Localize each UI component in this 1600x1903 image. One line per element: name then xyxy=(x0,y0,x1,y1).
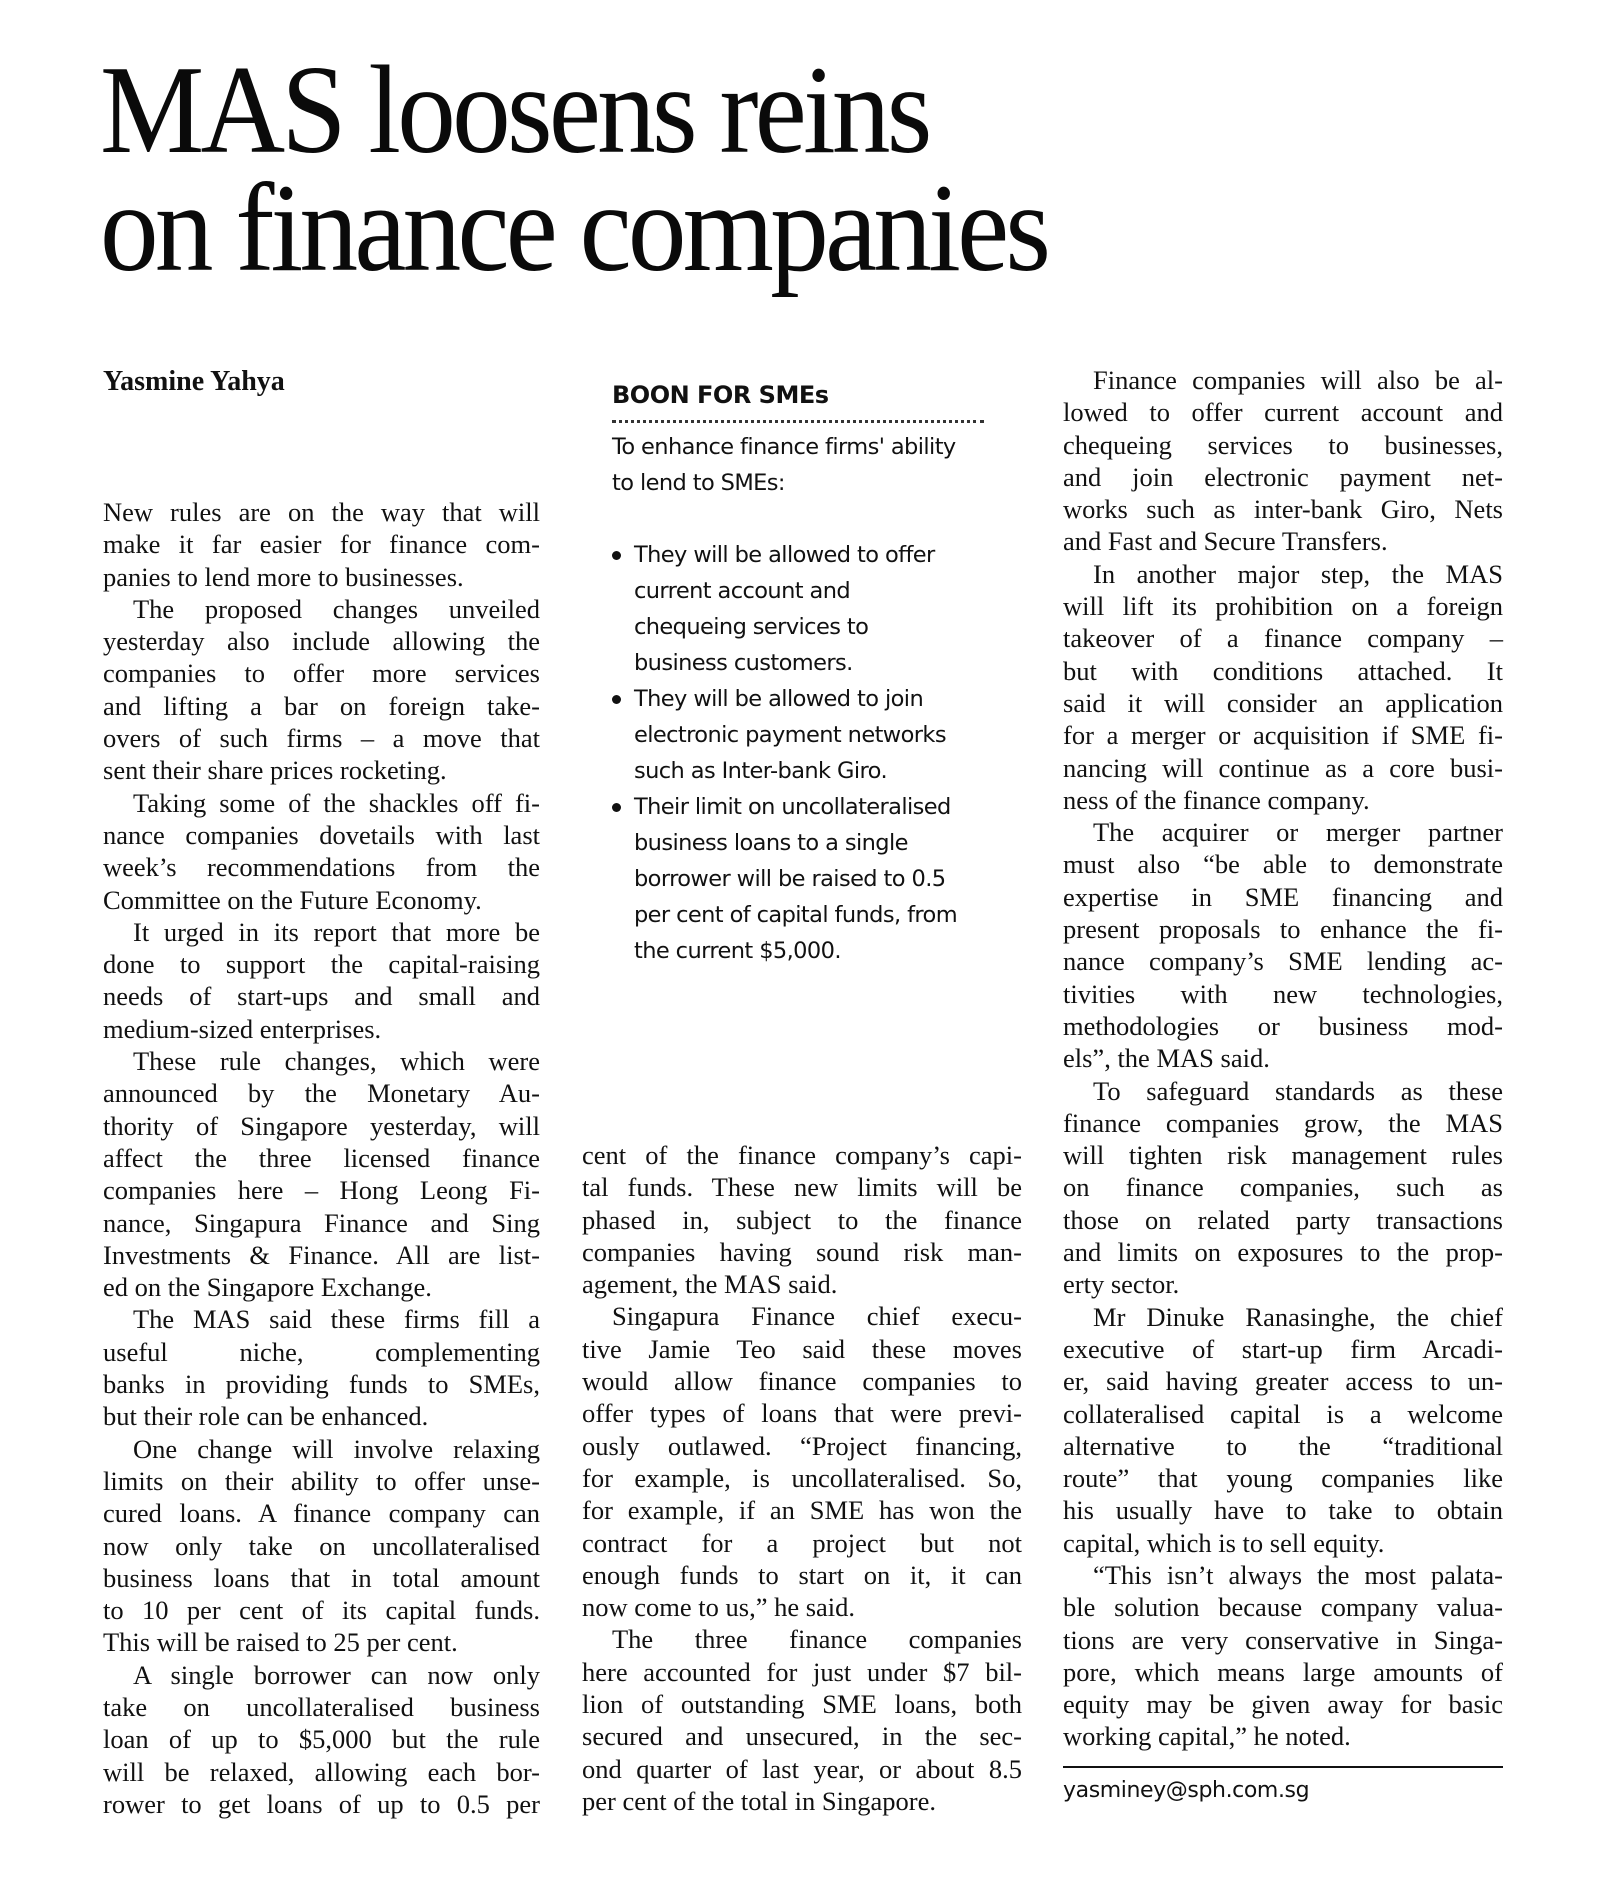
article-text-line: done to support the capital-raising xyxy=(103,949,540,980)
article-text-line: lowed to offer current account and xyxy=(1063,397,1503,428)
sidebar-bullet-line: electronic payment networks xyxy=(634,722,946,748)
article-text-line: companies here – Hong Leong Fi- xyxy=(103,1175,540,1206)
article-text-line: enough funds to start on it, it can xyxy=(582,1559,1022,1590)
article-text-line: will lift its prohibition on a foreign xyxy=(1063,591,1503,622)
article-text-line: els”, the MAS said. xyxy=(1063,1043,1270,1074)
article-text-line: per cent of the total in Singapore. xyxy=(582,1785,936,1816)
article-text-line: secured and unsecured, in the sec- xyxy=(582,1721,1022,1752)
article-text-line: ble solution because company valua- xyxy=(1063,1592,1503,1623)
article-text-line: nance, Singapura Finance and Sing xyxy=(103,1207,540,1238)
article-text-line: works such as inter-bank Giro, Nets xyxy=(1063,494,1503,525)
article-text-line: rower to get loans of up to 0.5 per xyxy=(103,1788,540,1819)
article-text-line: pore, which means large amounts of xyxy=(1063,1656,1503,1687)
article-text-line: cent of the finance company’s capi- xyxy=(582,1140,1022,1170)
sidebar-bullet-line: borrower will be raised to 0.5 xyxy=(634,866,946,892)
sidebar-bullet-line: such as Inter-bank Giro. xyxy=(634,758,887,784)
article-text-line: executive of start-up firm Arcadi- xyxy=(1063,1333,1503,1364)
sidebar-bullet-line: the current $5,000. xyxy=(634,938,841,964)
headline xyxy=(100,41,1048,298)
article-text-line: finance companies grow, the MAS xyxy=(1063,1107,1503,1138)
article-text-line: Mr Dinuke Ranasinghe, the chief xyxy=(1093,1301,1503,1332)
article-text-line: collateralised capital is a welcome xyxy=(1063,1398,1503,1429)
article-text-line: take on uncollateralised business xyxy=(103,1691,540,1722)
article-text-line: nance company’s SME lending ac- xyxy=(1063,946,1503,977)
bullet-icon xyxy=(612,695,621,704)
sidebar-bullet-line: They will be allowed to offer xyxy=(634,542,935,568)
article-text-line: here accounted for just under $7 bil- xyxy=(582,1656,1022,1687)
article-text-line: The MAS said these firms fill a xyxy=(133,1304,540,1335)
article-text-line: now come to us,” he said. xyxy=(582,1592,856,1623)
article-text-line: alternative to the “traditional xyxy=(1063,1430,1503,1461)
article-text-line: limits on their ability to offer unse- xyxy=(103,1465,540,1496)
end-of-article-rule xyxy=(1063,1766,1503,1768)
article-text-line: useful niche, complementing xyxy=(103,1336,540,1367)
article-text-line: would allow finance companies to xyxy=(582,1366,1022,1397)
article-text-line: One change will involve relaxing xyxy=(133,1433,540,1464)
article-text-line: will tighten risk management rules xyxy=(1063,1140,1503,1171)
article-text-line: but with conditions attached. It xyxy=(1063,655,1503,686)
sidebar-bullet-line: per cent of capital funds, from xyxy=(634,902,958,928)
article-text-line: banks in providing funds to SMEs, xyxy=(103,1369,540,1400)
article-text-line: loan of up to $5,000 but the rule xyxy=(103,1724,540,1755)
sidebar-bullet-item xyxy=(612,789,984,969)
article-text-line: make it far easier for finance com- xyxy=(103,529,540,560)
article-text-line: but their role can be enhanced. xyxy=(103,1401,429,1432)
article-column-2 xyxy=(582,1139,1022,1817)
article-text-line: route” that young companies like xyxy=(1063,1463,1503,1494)
article-text-line: overs of such firms – a move that xyxy=(103,723,540,754)
article-text-line: tal funds. These new limits will be xyxy=(582,1172,1022,1203)
sidebar-bullet-line: business customers. xyxy=(634,650,853,676)
sidebar-bullet-line: Their limit on uncollateralised xyxy=(634,794,951,820)
article-text-line: his usually have to take to obtain xyxy=(1063,1495,1503,1526)
byline: Yasmine Yahya xyxy=(103,366,285,397)
article-text-line: sent their share prices rocketing. xyxy=(103,755,447,786)
article-text-line: cured loans. A finance company can xyxy=(103,1498,540,1529)
article-text-line: and lifting a bar on foreign take- xyxy=(103,690,540,721)
article-text-line: erty sector. xyxy=(1063,1269,1180,1300)
article-text-line: Finance companies will also be al- xyxy=(1093,365,1503,395)
article-text-line: New rules are on the way that will xyxy=(103,497,540,527)
article-text-line: Singapura Finance chief execu- xyxy=(612,1301,1022,1332)
article-text-line: expertise in SME financing and xyxy=(1063,881,1503,912)
article-text-line: companies to offer more services xyxy=(103,658,540,689)
article-text-line: ed on the Singapore Exchange. xyxy=(103,1272,432,1303)
article-text-line: working capital,” he noted. xyxy=(1063,1721,1351,1752)
article-column-3 xyxy=(1063,364,1503,1753)
article-text-line: affect the three licensed finance xyxy=(103,1142,540,1173)
article-text-line: tivities with new technologies, xyxy=(1063,978,1503,1009)
headline-line: MAS loosens reins xyxy=(100,41,929,180)
article-text-line: “This isn’t always the most palata- xyxy=(1093,1559,1503,1590)
article-text-line: A single borrower can now only xyxy=(133,1659,540,1690)
article-text-line: agement, the MAS said. xyxy=(582,1269,838,1300)
article-text-line: week’s recommendations from the xyxy=(103,852,540,883)
article-text-line: chequeing services to businesses, xyxy=(1063,429,1503,460)
article-text-line: ond quarter of last year, or about 8.5 xyxy=(582,1753,1022,1784)
article-text-line: tions are very conservative in Singa- xyxy=(1063,1624,1503,1655)
sidebar-intro-line: to lend to SMEs: xyxy=(612,470,785,496)
article-text-line: panies to lend more to businesses. xyxy=(103,561,464,592)
article-text-line: said it will consider an application xyxy=(1063,687,1503,718)
sidebar-bullet-item xyxy=(612,537,984,681)
article-text-line: business loans that in total amount xyxy=(103,1562,540,1593)
article-text-line: for example, is uncollateralised. So, xyxy=(582,1462,1022,1493)
sidebar-intro xyxy=(612,429,984,501)
article-column-1 xyxy=(103,496,540,1820)
article-text-line: announced by the Monetary Au- xyxy=(103,1078,540,1109)
article-text-line: and join electronic payment net- xyxy=(1063,461,1503,492)
article-text-line: ness of the finance company. xyxy=(1063,784,1370,815)
dotted-divider xyxy=(612,420,984,423)
article-text-line: nance companies dovetails with last xyxy=(103,819,540,850)
article-text-line: now only take on uncollateralised xyxy=(103,1530,540,1561)
sidebar-bullet-line: They will be allowed to join xyxy=(634,686,924,712)
article-text-line: Taking some of the shackles off fi- xyxy=(133,787,540,818)
article-text-line: and limits on exposures to the prop- xyxy=(1063,1237,1503,1268)
article-text-line: must also “be able to demonstrate xyxy=(1063,849,1503,880)
sidebar-bullet-line: chequeing services to xyxy=(634,614,869,640)
article-text-line: and Fast and Secure Transfers. xyxy=(1063,526,1388,557)
article-text-line: The three finance companies xyxy=(612,1624,1022,1655)
article-text-line: on finance companies, such as xyxy=(1063,1172,1503,1203)
bullet-icon xyxy=(612,551,621,560)
article-text-line: equity may be given away for basic xyxy=(1063,1689,1503,1720)
article-text-line: thority of Singapore yesterday, will xyxy=(103,1110,540,1141)
article-text-line: offer types of loans that were previ- xyxy=(582,1398,1022,1429)
article-text-line: tive Jamie Teo said these moves xyxy=(582,1333,1022,1364)
article-text-line: In another major step, the MAS xyxy=(1093,558,1503,589)
article-text-line: those on related party transactions xyxy=(1063,1204,1503,1235)
sidebar-bullet-item xyxy=(612,681,984,789)
sidebar-bullet-line: current account and xyxy=(634,578,851,604)
sidebar-box-boon-for-smes xyxy=(612,380,984,969)
article-text-line: lion of outstanding SME loans, both xyxy=(582,1689,1022,1720)
article-text-line: yesterday also include allowing the xyxy=(103,626,540,657)
article-text-line: Committee on the Future Economy. xyxy=(103,884,482,915)
article-text-line: contract for a project but not xyxy=(582,1527,1022,1558)
sidebar-title: BOON FOR SMEs xyxy=(612,381,829,409)
author-email: yasminey@sph.com.sg xyxy=(1063,1778,1310,1803)
article-text-line: medium-sized enterprises. xyxy=(103,1013,382,1044)
bullet-icon xyxy=(612,803,621,812)
article-text-line: er, said having greater access to un- xyxy=(1063,1366,1503,1397)
article-text-line: takeover of a finance company – xyxy=(1063,623,1503,654)
headline-line: on finance companies xyxy=(100,159,1048,298)
sidebar-bullet-list xyxy=(612,537,984,969)
article-text-line: The proposed changes unveiled xyxy=(133,593,540,624)
article-text-line: for a merger or acquisition if SME fi- xyxy=(1063,720,1503,751)
article-text-line: nancing will continue as a core busi- xyxy=(1063,752,1503,783)
article-text-line: to 10 per cent of its capital funds. xyxy=(103,1595,540,1626)
article-text-line: methodologies or business mod- xyxy=(1063,1010,1503,1041)
sidebar-intro-line: To enhance finance firms' ability xyxy=(612,434,956,460)
article-text-line: Investments & Finance. All are list- xyxy=(103,1239,540,1270)
article-text-line: phased in, subject to the finance xyxy=(582,1204,1022,1235)
article-text-line: This will be raised to 25 per cent. xyxy=(103,1627,458,1658)
article-text-line: needs of start-ups and small and xyxy=(103,981,540,1012)
article-text-line: To safeguard standards as these xyxy=(1093,1075,1503,1106)
article-text-line: These rule changes, which were xyxy=(133,1046,540,1077)
sidebar-bullet-line: business loans to a single xyxy=(634,830,908,856)
article-text-line: ously outlawed. “Project financing, xyxy=(582,1430,1022,1461)
article-text-line: present proposals to enhance the fi- xyxy=(1063,914,1503,945)
article-text-line: The acquirer or merger partner xyxy=(1093,817,1503,848)
article-text-line: capital, which is to sell equity. xyxy=(1063,1527,1385,1558)
article-text-line: companies having sound risk man- xyxy=(582,1236,1022,1267)
article-text-line: It urged in its report that more be xyxy=(133,916,540,947)
article-text-line: will be relaxed, allowing each bor- xyxy=(103,1756,540,1787)
article-text-line: for example, if an SME has won the xyxy=(582,1495,1022,1526)
